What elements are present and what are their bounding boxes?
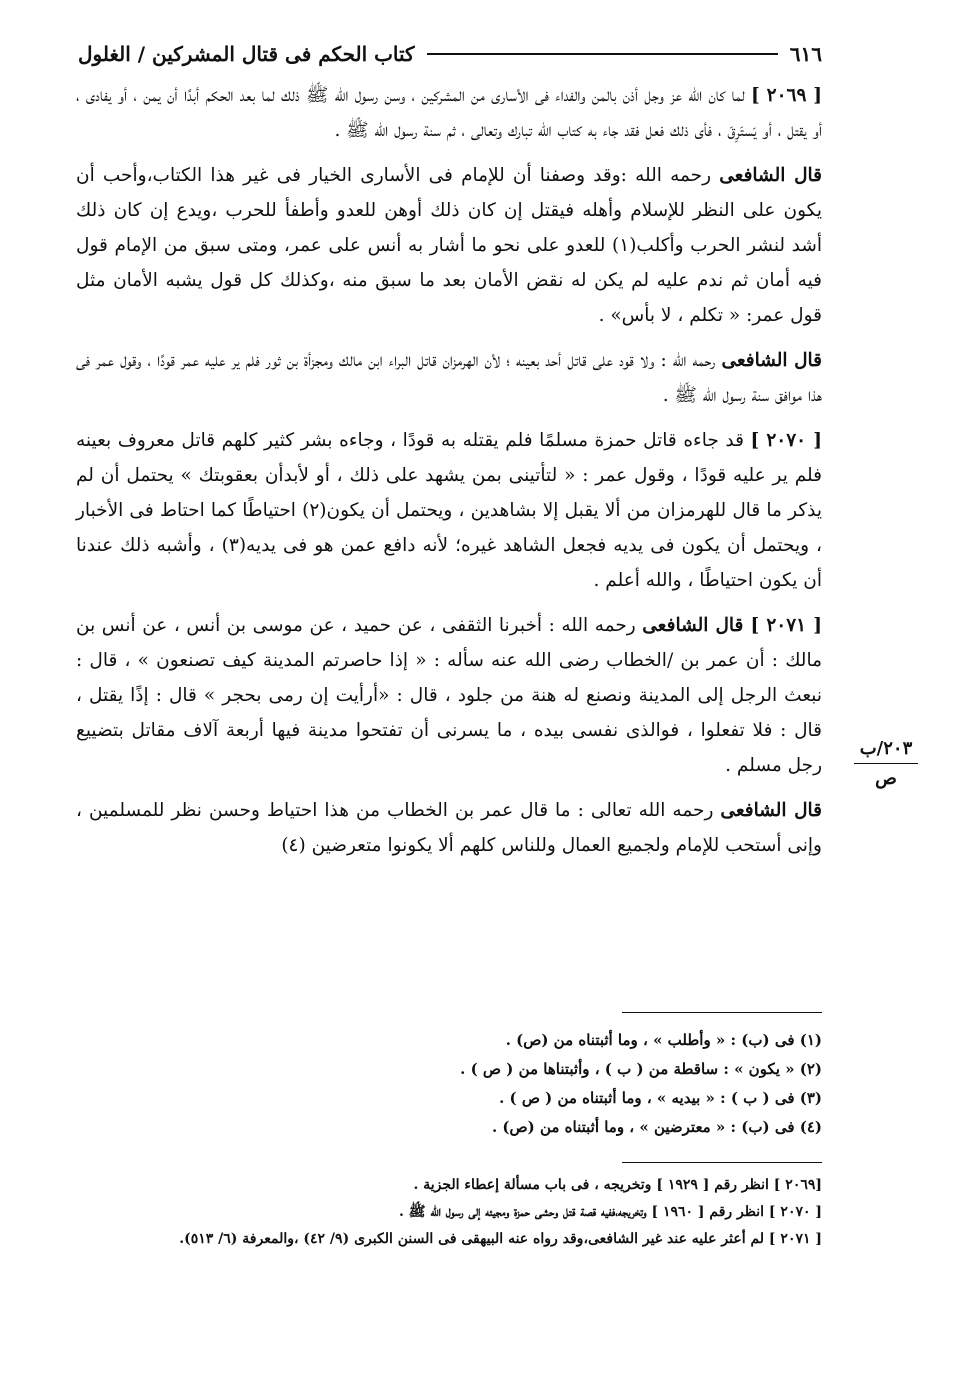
paragraph [76,158,822,333]
paragraph-text: رحمه الله :وقد وصفنا أن للإمام فى الأسارى الخيار فى غير هذا الكتاب،وأحب أن يكون على النظر للإسلام وأهله فيقتل إن كان ذلك أوهن للعدو وأطفأ للحرب ،ويدع إن كان ذلك أشد لنشر الحرب وأكلب(١) للعدو على نحو ما أشار به أنس على عمر، ومتى سبق من الإمام قول فيه أمان ثم ندم عليه لم يكن له نقض الأمان بعد ما سبق منه ،وكذلك كل قول يشبه الأمان مثل قول عمر: « تكلم ، لا بأس» . [76,165,822,326]
reference-note: [ ٢٠٧٠ ] انظر رقم [ ١٩٦٠ ] وتخريجه،ففيه قصة قتل وحشى حمزة ومجيئه إلى رسول الله ﷺ . [398,1204,822,1220]
footnote: (٣) فى ( ب ) : « بيديه » ، وما أثبتناه من ( ص ) . [499,1089,822,1107]
running-title: كتاب الحكم فى قتال المشركين / الغلول [78,42,415,66]
paragraph-text: رحمه الله : أخبرنا الثقفى ، عن حميد ، عن موسى بن أنس ، عن أنس بن مالك : أن عمر بن /الخطاب رضى الله عنه سأله : « إذا حاصرتم المدينة كيف تصنعون » ، قال : نبعث الرجل إلى المدينة ونصنع له هنة من جلود ، قال : «أرأيت إن رمى بحجر » قال : إذًا يقتل ، قال : فلا تفعلوا ، فوالذى نفسى بيده ، ما يسرنى أن تفتحوا مدينة فيها أربعة آلاف مقاتل بتضييع رجل مسلم . [76,615,822,776]
margin-note [846,738,926,789]
paragraph-prefix: قال الشافعى [719,165,822,186]
paragraph [76,343,822,413]
references-divider [622,1162,822,1163]
footnotes [100,1026,822,1142]
footnote: (٤) فى (ب) : « معترضين » ، وما أثبتناه من (ص) . [491,1118,822,1136]
paragraph [76,78,822,148]
margin-note-rule [854,763,918,764]
footnote: (١) فى (ب) : « وأطلب » ، وما أثبتناه من (ص) . [505,1031,822,1049]
paragraph-text: لما كان الله عز وجل أذن بالمن والفداء فى الأسارى من المشركين ، وسن رسول الله ﷺ ذلك لما بعد الحكم أبدًا أن يمن ، أو يفادى ، أو يقتل ، أو يَستَرِقَ ، فأى ذلك فعل فقد جاء به كتاب الله تبارك وتعالى ، ثم سنة رسول الله ﷺ . [76,85,822,141]
paragraph [76,793,822,863]
reference-note: [ ٢٠٧١ ] لم أعثر عليه عند غير الشافعى،وقد رواه عنه البيهقى فى السنن الكبرى (٩/ ٤٢) ،والمعرفة (٦/ ٥١٣). [179,1231,822,1247]
paragraph-prefix: [ ٢٠٦٩ ] [751,85,822,106]
main-text [76,78,822,873]
page-header [78,34,822,74]
paragraph [76,608,822,783]
paragraph-prefix: قال الشافعى [721,350,823,371]
footnote: (٢) « يكون » : ساقطة من ( ب ) ، وأثبتناها من ( ص ) . [460,1060,822,1078]
references [100,1172,822,1253]
margin-note-folio: ٢٠٣/ب [859,738,913,759]
reference-note: [٢٠٦٩ ] انظر رقم [ ١٩٢٩ ] وتخريجه ، فى باب مسألة إعطاء الجزية . [413,1177,822,1193]
paragraph [76,423,822,598]
header-rule [427,53,778,55]
paragraph-text: رحمه الله تعالى : ما قال عمر بن الخطاب من هذا احتياط وحسن نظر للمسلمين ، وإنى أستحب للإمام ولجميع العمال وللناس كلهم ألا يكونوا متعرضين (٤) [76,800,822,856]
margin-note-source: ص [875,768,897,789]
paragraph-prefix: [ ٢٠٧٠ ] [750,430,822,451]
footnote-divider [622,1012,822,1013]
paragraph-text: قد جاءه قاتل حمزة مسلمًا فلم يقتله به قودًا ، وجاءه بشر كثير كلهم قاتل معروف بعينه فلم ير عليه قودًا ، وقول عمر : « لتأتينى بمن يشهد على ذلك ، أو لأبدأن بعقوبتك » يحتمل أن لم يذكر ما قال للهرمزان من ألا يقبل إلا بشاهدين ، ويحتمل أن يكون(٢) احتياطًا كما احتاط فى الأخبار ، ويحتمل أن يكون فى يديه فجعل الشاهد غيره؛ لأنه دافع عمن هو فى يديه(٣) ، وأشبه ذلك عندنا أن يكون احتياطًا ، والله أعلم . [76,430,823,591]
paragraph-text: رحمه الله : ولا قود على قاتل أحد بعينه ؛ لأن الهرمزان قاتل البراء ابن مالك ومجزأة بن ثور فلم ير عليه عمر قودًا ، وقول عمر فى هذا موافق سنة رسول الله ﷺ . [76,350,822,406]
paragraph-prefix: [ ٢٠٧١ ] قال الشافعى [642,615,822,636]
paragraph-prefix: قال الشافعى [720,800,823,821]
page-number: ٦١٦ [789,42,822,66]
